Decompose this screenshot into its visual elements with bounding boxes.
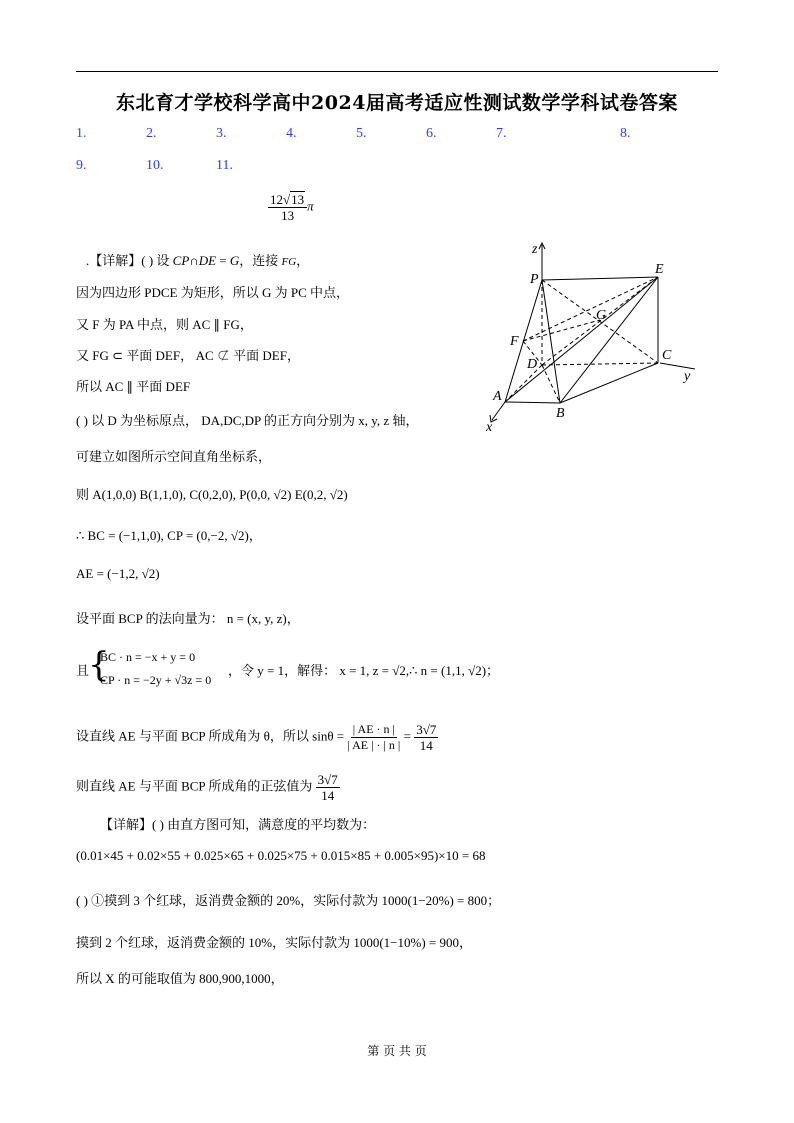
label-C: C <box>662 348 672 363</box>
q1-line-4: 又 FG ⊂ 平面 DEF， AC ⊄ 平面 DEF， <box>76 348 300 363</box>
geometry-figure <box>480 235 720 435</box>
fill-den: 13 <box>281 208 295 223</box>
page-footer: 第 页 共 页 <box>367 1044 427 1058</box>
q2-line-2: (0.01×45 + 0.02×55 + 0.025×65 + 0.025×75 + 0.015×85 + 0.005×95)×10 = 68 <box>76 848 486 863</box>
answer-number: 5. <box>356 126 367 141</box>
label-z: z <box>532 242 538 257</box>
label-B: B <box>556 406 565 421</box>
label-G: G <box>596 308 607 323</box>
answer-number: 6. <box>426 126 437 141</box>
system-eq-1: BC · n = −x + y = 0 <box>100 650 196 664</box>
q1-line-2: 因为四边形 PDCE 为矩形，所以 G 为 PC 中点， <box>76 285 350 300</box>
system-brace: { <box>88 645 110 685</box>
q1-line-10: AE = (−1,2, √2) <box>76 566 160 581</box>
q1-line-12-pre: 且 <box>76 663 90 678</box>
q2-line-1: 【详解】( ) 由直方图可知，满意度的平均数为： <box>100 817 376 832</box>
answer-number: 4. <box>286 126 297 141</box>
answer-number: 3. <box>216 126 227 141</box>
answer-number: 2. <box>146 126 157 141</box>
q2-line-3: ( ) ①摸到 3 个红球，返消费金额的 20%，实际付款为 1000(1−20%) = 800； <box>76 893 501 908</box>
q1-line-13: 设直线 AE 与平面 BCP 所成角为 θ，所以 sinθ = $\frac{| AE \cdot n |}{| AE | \cdot | n |}$ = $\frac{3√7}{14}$ <box>76 722 437 753</box>
label-y: y <box>684 369 691 384</box>
q1-line-11: 设平面 BCP 的法向量为： n = (x, y, z)， <box>76 611 300 626</box>
fill-radicand: 13 <box>291 192 305 207</box>
top-rule <box>76 71 718 72</box>
answer-number: 9. <box>76 158 87 173</box>
q1-line-6: ( ) 以 D 为坐标原点， DA,DC,DP 的正方向分别为 x, y, z 轴， <box>76 413 419 428</box>
q1-line-5: 所以 AC ∥ 平面 DEF <box>76 379 191 394</box>
fill-pi: π <box>307 198 314 214</box>
label-A: A <box>493 389 502 404</box>
q1-line-1: .【详解】( ) 设 CP∩DE = G，连接 FG， <box>86 253 310 268</box>
answer-number: 10. <box>146 158 164 173</box>
system-eq-2: CP · n = −2y + √3z = 0 <box>100 673 212 687</box>
page-title: 东北育才学校科学高中2024届高考适应性测试数学学科试卷答案 <box>116 92 678 114</box>
answer-number: 11. <box>216 158 233 173</box>
q1-line-8: 则 A(1,0,0) B(1,1,0), C(0,2,0), P(0,0, √2) E(0,2, √2) <box>76 487 348 502</box>
q2-line-4: 摸到 2 个红球，返消费金额的 10%，实际付款为 1000(1−10%) = 900， <box>76 935 472 950</box>
label-P: P <box>530 272 539 287</box>
label-D: D <box>527 357 538 372</box>
answer-number: 7. <box>496 126 507 141</box>
q1-line-12-post: ，令 y = 1，解得： x = 1, z = √2,∴ n = (1,1, √2)； <box>228 663 500 678</box>
q1-line-7: 可建立如图所示空间直角坐标系， <box>76 449 272 464</box>
fill-answer: $\frac{12√13}{13}$ π <box>270 192 314 223</box>
label-x: x <box>486 420 493 435</box>
answer-number: 1. <box>76 126 87 141</box>
q2-line-5: 所以 X 的可能取值为 800,900,1000， <box>76 971 284 986</box>
label-F: F <box>510 334 519 349</box>
q1-line-3: 又 F 为 PA 中点，则 AC ∥ FG， <box>76 317 253 332</box>
q1-line-14: 则直线 AE 与平面 BCP 所成角的正弦值为 $\frac{3√7}{14}$ <box>76 772 338 803</box>
q1-line-9: ∴ BC = (−1,1,0), CP = (0,−2, √2)， <box>76 528 262 543</box>
answer-number: 8. <box>620 126 631 141</box>
fill-coef: 12 <box>270 192 283 207</box>
label-E: E <box>655 262 664 277</box>
